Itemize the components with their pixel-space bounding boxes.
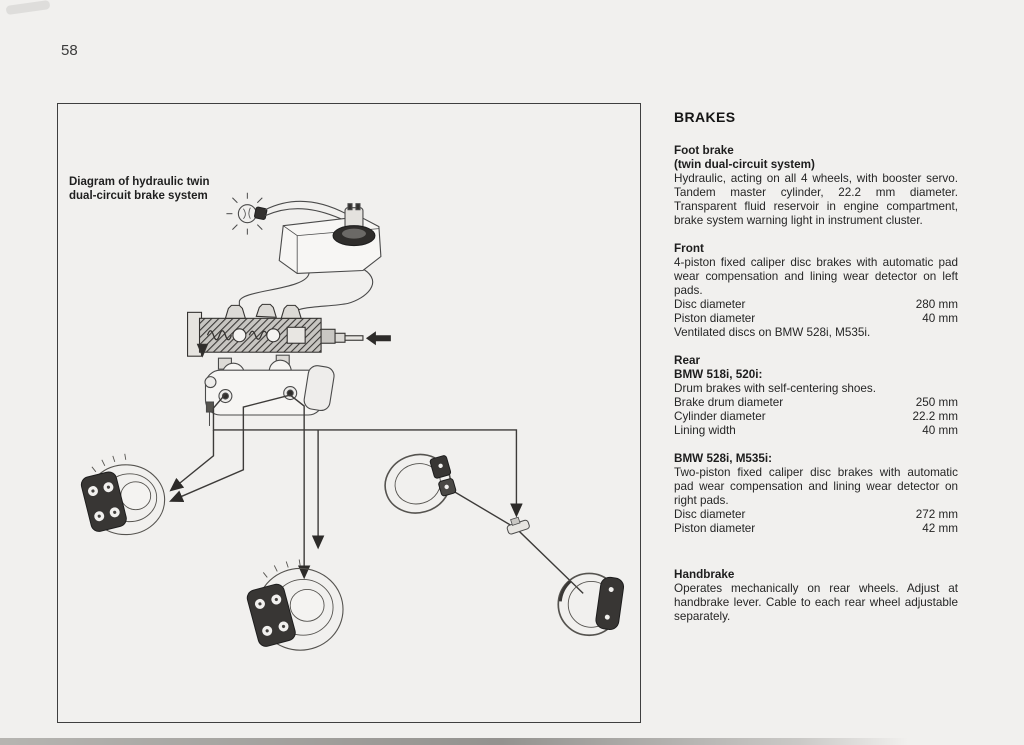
spec-label: Piston diameter	[674, 522, 756, 535]
brake-lines	[172, 394, 584, 593]
section-body: Drum brakes with self-centering shoes.	[674, 382, 877, 395]
master-cylinder-external	[205, 355, 335, 426]
front-center-disc-brake	[245, 559, 343, 650]
section-heading: Rear	[674, 354, 700, 367]
figure-frame	[57, 103, 641, 723]
scan-artifact-top	[6, 0, 51, 15]
article-title: BRAKES	[674, 109, 736, 125]
scan-artifact-bottom	[0, 738, 908, 745]
rear-left-drum-brake	[378, 446, 459, 520]
pushrod-arrow	[366, 331, 391, 345]
spec-value: 42 mm	[922, 522, 958, 535]
spec-value: 22.2 mm	[912, 410, 958, 423]
spec-value: 250 mm	[915, 396, 958, 409]
spec-row	[674, 424, 958, 438]
figure-caption-line: dual-circuit brake system	[69, 190, 208, 202]
section-heading: Handbrake	[674, 568, 735, 581]
section-heading: (twin dual-circuit system)	[674, 158, 815, 171]
spec-label: Lining width	[674, 424, 736, 437]
spec-label: Brake drum diameter	[674, 396, 784, 409]
spec-row	[674, 312, 958, 326]
spec-row	[674, 522, 958, 536]
section-front	[674, 242, 958, 340]
spec-label: Disc diameter	[674, 508, 746, 521]
section-rear-518-520	[674, 354, 958, 438]
spec-row	[674, 298, 958, 312]
figure-caption-line: Diagram of hydraulic twin	[69, 176, 210, 188]
spec-label: Disc diameter	[674, 298, 746, 311]
section-body: Operates mechanically on rear wheels. Adjust at handbrake lever. Cable to each rear wheel adjustable separately.	[674, 582, 958, 623]
section-heading: BMW 518i, 520i:	[674, 368, 763, 381]
section-heading: Front	[674, 242, 704, 255]
brake-fluid-reservoir	[239, 204, 381, 315]
section-body: 4-piston fixed caliper disc brakes with automatic pad wear compensation and lining wear detector on left pads.	[674, 256, 958, 297]
section-handbrake	[674, 568, 958, 624]
spec-value: 272 mm	[915, 508, 958, 521]
spec-value: 40 mm	[922, 312, 958, 325]
section-heading: BMW 528i, M535i:	[674, 452, 773, 465]
spec-row	[674, 508, 958, 522]
section-body: Two-piston fixed caliper disc brakes with automatic pad wear compensation and lining wear detector on right pads.	[674, 466, 958, 507]
spec-value: 40 mm	[922, 424, 958, 437]
spec-row	[674, 396, 958, 410]
section-rear-528-m535	[674, 452, 958, 536]
section-foot-brake	[674, 144, 958, 228]
spec-label: Cylinder diameter	[674, 410, 766, 423]
section-heading: Foot brake	[674, 144, 734, 157]
rear-right-drum-brake	[558, 573, 624, 635]
page-number: 58	[61, 42, 78, 59]
spec-value: 280 mm	[915, 298, 958, 311]
front-left-disc-brake	[80, 454, 165, 535]
section-body: Hydraulic, acting on all 4 wheels, with booster servo. Tandem master cylinder, 22.2 mm diameter. Transparent fluid reservoir in engine compartment, brake system warning light in instrument cluster.	[674, 172, 958, 227]
spec-label: Piston diameter	[674, 312, 756, 325]
spec-row	[674, 410, 958, 424]
master-cylinder-cross-section	[188, 304, 363, 356]
section-footnote: Ventilated discs on BMW 528i, M535i.	[674, 326, 871, 339]
figure-caption	[69, 175, 210, 203]
specs-column	[674, 109, 958, 638]
